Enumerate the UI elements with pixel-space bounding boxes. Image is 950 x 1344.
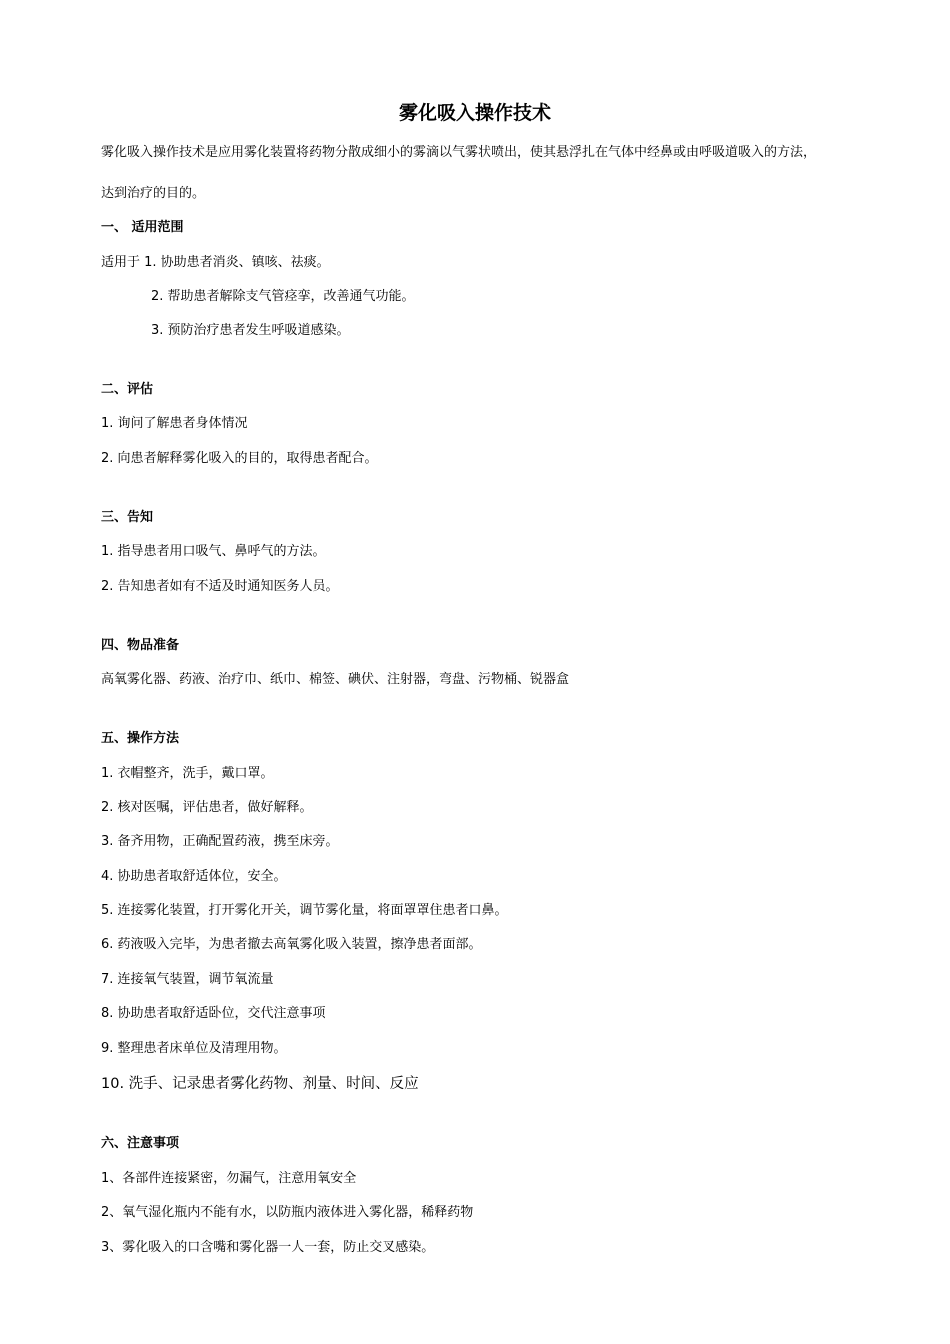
list-item: 10. 洗手、记录患者雾化药物、剂量、时间、反应	[101, 1076, 419, 1092]
list-item: 2. 告知患者如有不适及时通知医务人员。	[101, 579, 339, 594]
list-item: 8. 协助患者取舒适卧位，交代注意事项	[101, 1006, 326, 1021]
document-title: 雾化吸入操作技术	[398, 102, 551, 124]
list-item: 4. 协助患者取舒适体位，安全。	[101, 869, 287, 884]
list-item: 适用于 1. 协助患者消炎、镇咳、祛痰。	[101, 255, 330, 270]
section-heading-precautions: 六、注意事项	[101, 1136, 180, 1151]
list-item: 7. 连接氧气装置，调节氧流量	[101, 972, 274, 987]
section-heading-scope: 一、 适用范围	[101, 220, 184, 235]
list-item: 9. 整理患者床单位及清理用物。	[101, 1041, 287, 1056]
list-item: 3、雾化吸入的口含嘴和雾化器一人一套，防止交叉感染。	[101, 1240, 435, 1255]
list-item: 高氧雾化器、药液、治疗巾、纸巾、棉签、碘伏、注射器，弯盘、污物桶、锐器盒	[101, 672, 570, 687]
section-heading-assessment: 二、评估	[101, 382, 154, 397]
section-heading-inform: 三、告知	[101, 510, 154, 525]
list-item: 6. 药液吸入完毕，为患者撤去高氧雾化吸入装置，擦净患者面部。	[101, 937, 482, 952]
list-item: 3. 备齐用物，正确配置药液，携至床旁。	[101, 834, 339, 849]
list-item: 1. 衣帽整齐，洗手，戴口罩。	[101, 766, 274, 781]
list-item: 2. 核对医嘱，评估患者，做好解释。	[101, 800, 313, 815]
list-item: 1、各部件连接紧密，勿漏气，注意用氧安全	[101, 1171, 357, 1186]
list-item: 2、氧气湿化瓶内不能有水，以防瓶内液体进入雾化器，稀释药物	[101, 1205, 474, 1220]
list-item: 5. 连接雾化装置，打开雾化开关，调节雾化量，将面罩罩住患者口鼻。	[101, 903, 508, 918]
section-heading-procedure: 五、操作方法	[101, 731, 180, 746]
section-heading-supplies: 四、物品准备	[101, 638, 180, 653]
list-item: 2. 向患者解释雾化吸入的目的，取得患者配合。	[101, 451, 378, 466]
list-item: 2. 帮助患者解除支气管痉挛，改善通气功能。	[151, 289, 415, 304]
list-item: 1. 指导患者用口吸气、鼻呼气的方法。	[101, 544, 326, 559]
list-item: 3. 预防治疗患者发生呼吸道感染。	[151, 323, 350, 338]
intro-line-1: 雾化吸入操作技术是应用雾化装置将药物分散成细小的雾滴以气雾状喷出，使其悬浮扎在气体中经鼻或由呼吸道吸入的方法，	[101, 145, 817, 160]
list-item: 1. 询问了解患者身体情况	[101, 416, 248, 431]
intro-line-2: 达到治疗的目的。	[101, 186, 206, 201]
